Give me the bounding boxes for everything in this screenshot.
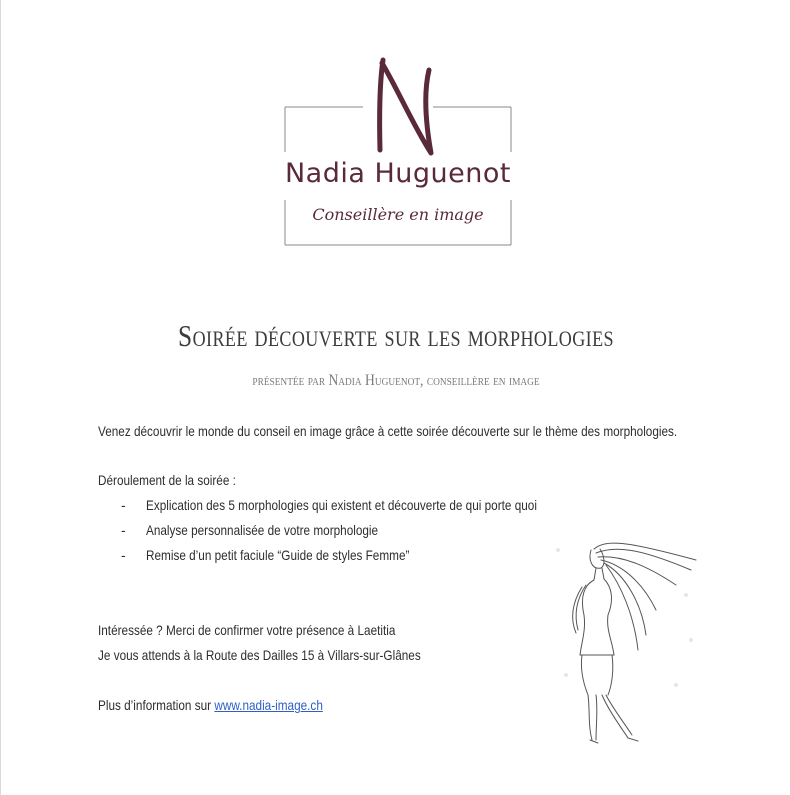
logo-tagline: Conseillère en image [312,205,484,224]
logo-name: Nadia Huguenot [284,158,511,189]
address-line: Je vous attends à la Route des Dailles 15 à Villars-sur-Glânes [98,647,421,663]
bullet-marker: - [121,547,126,563]
contact-line: Intéressée ? Merci de confirmer votre présence à Laetitia [98,622,396,638]
program-item: Analyse personnalisée de votre morphologie [146,522,379,538]
logo-initial-n [380,60,431,153]
bullet-marker: - [121,497,126,513]
woman-figure-icon [546,535,706,750]
bullet-marker: - [121,522,126,538]
program-heading: Déroulement de la soirée : [98,472,236,488]
fashion-sketch-illustration [546,535,706,750]
event-subtitle: présentée par Nadia Huguenot, conseillère en image [252,372,540,389]
logo [263,55,533,250]
program-item: Remise d’un petit faciule “Guide de styles Femme” [146,547,410,563]
event-title: Soirée découverte sur les morphologies [178,318,614,353]
website-link[interactable]: www.nadia-image.ch [214,697,323,713]
more-info-prefix: Plus d’information sur [98,697,212,713]
more-info-line [98,697,323,713]
program-item: Explication des 5 morphologies qui existent et découverte de qui porte quoi [146,497,537,513]
intro-text: Venez découvrir le monde du conseil en image grâce à cette soirée découverte sur le thème des morphologies. [98,423,678,439]
